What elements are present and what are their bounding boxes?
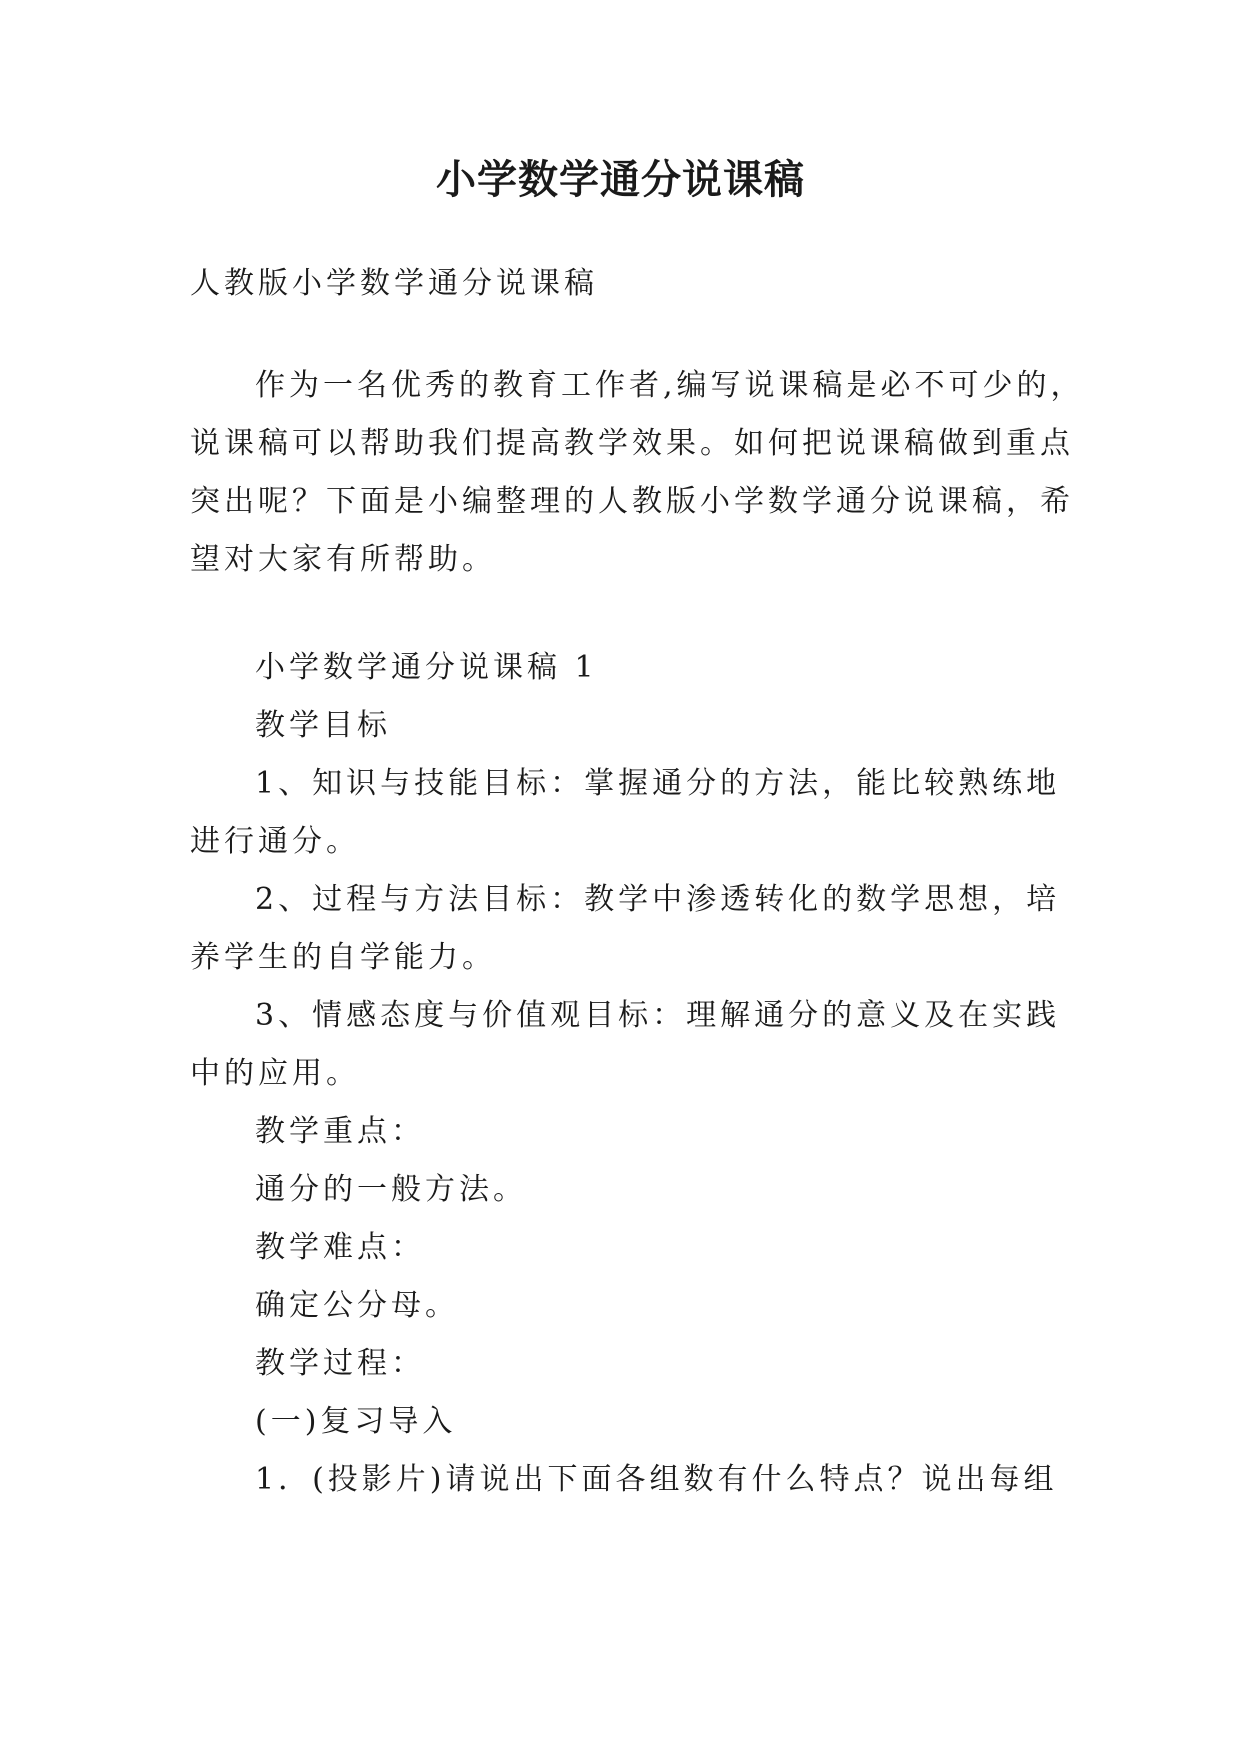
goal-2-line-2: 养学生的自学能力。 — [190, 940, 496, 975]
difficulty-text: 确定公分母。 — [255, 1288, 459, 1323]
goal-2-line-1: 2、过程与方法目标：教学中渗透转化的数学思想，培 — [255, 882, 1061, 917]
step-1-heading: (一)复习导入 — [255, 1404, 457, 1439]
intro-line-2: 说课稿可以帮助我们提高教学效果。如何把说课稿做到重点 — [190, 426, 1074, 461]
intro-line-1: 作为一名优秀的教育工作者,编写说课稿是必不可少的， — [255, 368, 1085, 403]
intro-line-3: 突出呢？下面是小编整理的人教版小学数学通分说课稿，希 — [190, 484, 1074, 519]
difficulty-label: 教学难点： — [255, 1230, 425, 1265]
step-1-item-1: 1．(投影片)请说出下面各组数有什么特点？说出每组 — [255, 1462, 1058, 1497]
document-title: 小学数学通分说课稿 — [436, 156, 805, 203]
document-subtitle: 人教版小学数学通分说课稿 — [190, 266, 598, 301]
goals-heading: 教学目标 — [255, 708, 391, 743]
goal-1-line-2: 进行通分。 — [190, 824, 360, 859]
goal-3-line-2: 中的应用。 — [190, 1056, 360, 1091]
goal-3-line-1: 3、情感态度与价值观目标：理解通分的意义及在实践 — [255, 998, 1061, 1033]
section-heading: 小学数学通分说课稿 1 — [255, 650, 598, 685]
key-point-text: 通分的一般方法。 — [255, 1172, 527, 1207]
intro-line-4: 望对大家有所帮助。 — [190, 542, 496, 577]
process-label: 教学过程： — [255, 1346, 425, 1381]
key-point-label: 教学重点： — [255, 1114, 425, 1149]
goal-1-line-1: 1、知识与技能目标：掌握通分的方法，能比较熟练地 — [255, 766, 1061, 801]
